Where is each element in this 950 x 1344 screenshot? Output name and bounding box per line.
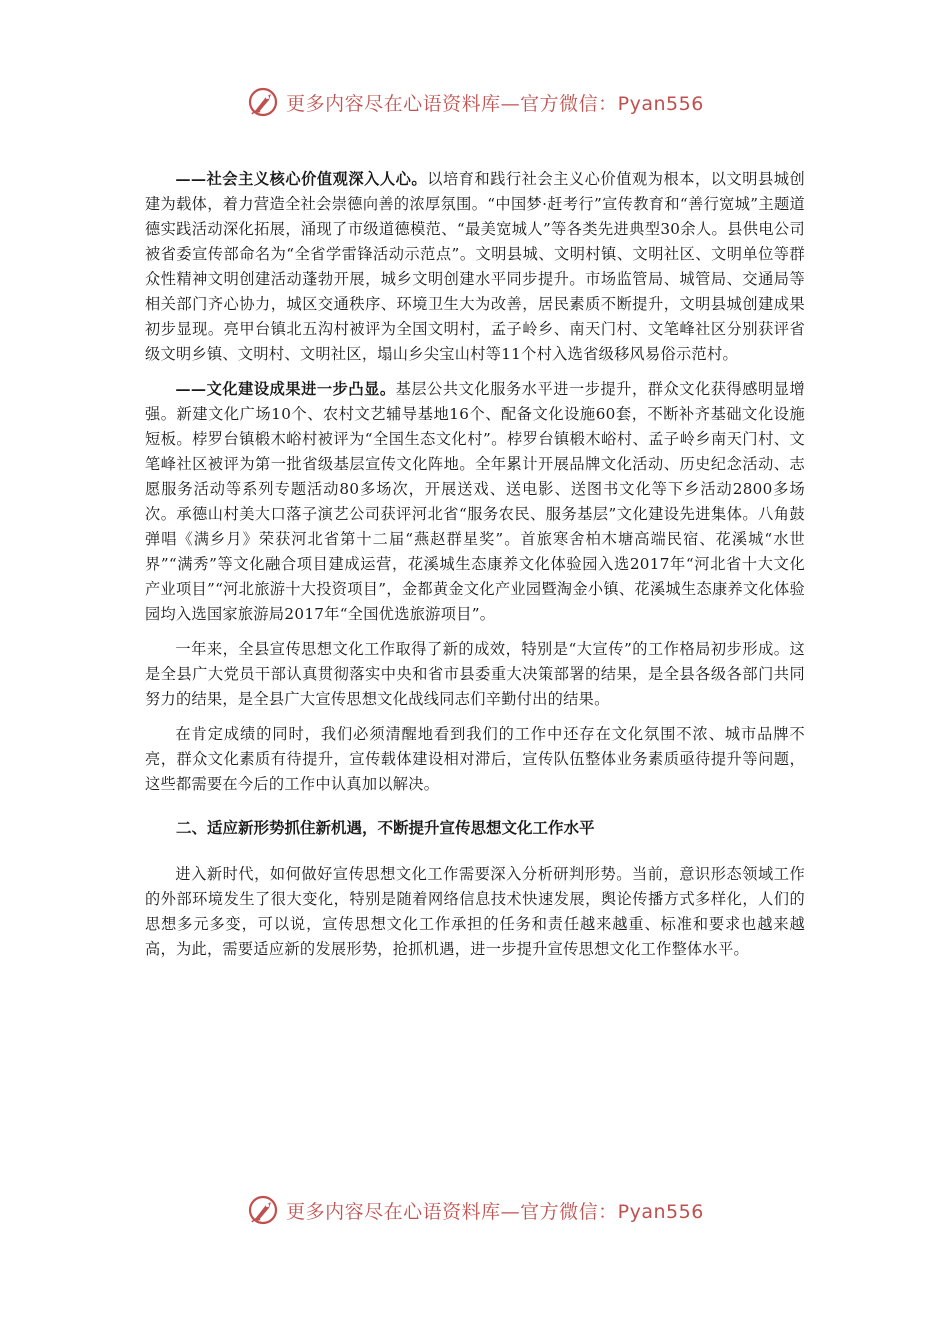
paragraph-lead: ——社会主义核心价值观深入人心。 [175, 170, 428, 188]
pen-nib-icon [246, 85, 280, 119]
paragraph-new-era: 进入新时代，如何做好宣传思想文化工作需要深入分析研判形势。当前，意识形态领域工作的外部环境发生了很大变化，特别是随着网络信息技术快速发展，舆论传播方式多样化，人们的思想多元多变，可以说，宣传思想文化工作承担的任务和责任越来越重、标准和要求也越来越高，为此，需要适应新的发展形势，抢抓机遇，进一步提升宣传思想文化工作整体水平。 [145, 865, 805, 958]
header-banner [0, 82, 950, 122]
header-wechat-id: Pyan556 [617, 92, 704, 115]
footer-brand-label: 更多内容尽在心语资料库—官方微信： [286, 1200, 618, 1223]
header-brand-label: 更多内容尽在心语资料库—官方微信： [286, 92, 618, 115]
paragraph-summary: 一年来，全县宣传思想文化工作取得了新的成效，特别是“大宣传”的工作格局初步形成。这是全县广大党员干部认真贯彻落实中央和省市县委重大决策部署的结果，是全县各级各部门共同努力的结果，是全县广大宣传思想文化战线同志们辛勤付出的结果。 [145, 640, 805, 708]
paragraph-lead: ——文化建设成果进一步凸显。 [175, 380, 396, 398]
pen-nib-icon [246, 1193, 280, 1227]
paragraph-culture-building [145, 377, 805, 627]
paragraph-problems: 在肯定成绩的同时，我们必须清醒地看到我们的工作中还存在文化氛围不浓、城市品牌不亮，群众文化素质有待提升，宣传载体建设相对滞后，宣传队伍整体业务素质亟待提升等问题，这些都需要在今后的工作中认真加以解决。 [145, 725, 805, 793]
header-brand-text [286, 89, 704, 116]
footer-brand-text [286, 1197, 704, 1224]
footer-wechat-id: Pyan556 [617, 1200, 704, 1223]
paragraph-text: 基层公共文化服务水平进一步提升，群众文化获得感明显增强。新建文化广场10个、农村文艺辅导基地16个、配备文化设施60套，不断补齐基础文化设施短板。桲罗台镇椴木峪村被评为“全国生态文化村”。桲罗台镇椴木峪村、孟子岭乡南天门村、文笔峰社区被评为第一批省级基层宣传文化阵地。全年累计开展品牌文化活动、历史纪念活动、志愿服务活动等系列专题活动80多场次，开展送戏、送电影、送图书文化等下乡活动2800多场次。承德山村美大口落子演艺公司获评河北省“服务农民、服务基层”文化建设先进集体。八角鼓弹唱《满乡月》荣获河北省第十二届“燕赵群星奖”。首旅寒舍柏木塘高端民宿、花溪城“水世界”“满秀”等文化融合项目建成运营，花溪城生态康养文化体验园入选2017年“河北省十大文化产业项目”“河北旅游十大投资项目”，金都黄金文化产业园暨淘金小镇、花溪城生态康养文化体验园均入选国家旅游局2017年“全国优选旅游项目”。 [145, 380, 805, 623]
footer-banner [0, 1190, 950, 1230]
section-heading: 二、适应新形势抓住新机遇，不断提升宣传思想文化工作水平 [176, 819, 595, 837]
document-body [145, 167, 805, 972]
paragraph-core-values [145, 167, 805, 367]
paragraph-text: 以培育和践行社会主义心价值观为根本，以文明县城创建为载体，着力营造全社会崇德向善的浓厚氛围。“中国梦·赶考行”宣传教育和“善行宽城”主题道德实践活动深化拓展，涌现了市级道德模范、“最美宽城人”等各类先进典型30余人。县供电公司被省委宣传部命名为“全省学雷锋活动示范点”。文明县城、文明村镇、文明社区、文明单位等群众性精神文明创建活动蓬勃开展，城乡文明创建水平同步提升。市场监管局、城管局、交通局等相关部门齐心协力，城区交通秩序、环境卫生大为改善，居民素质不断提升，文明县城创建成果初步显现。亮甲台镇北五沟村被评为全国文明村，孟子岭乡、南天门村、文笔峰社区分别获评省级文明乡镇、文明村、文明社区，塌山乡尖宝山村等11个村入选省级移风易俗示范村。 [145, 170, 805, 363]
